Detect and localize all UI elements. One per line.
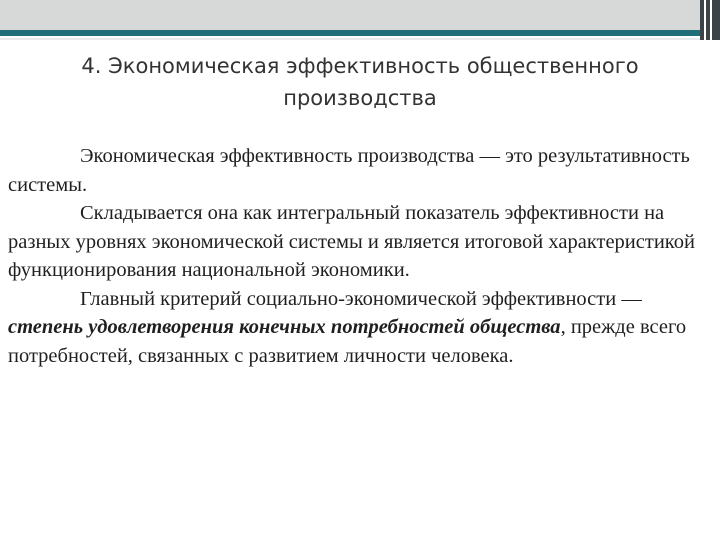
slide-title <box>0 50 720 114</box>
header-gray-band <box>0 0 720 30</box>
body-paragraph-criterion <box>8 285 714 371</box>
body-paragraph: Складывается она как интегральный показатель эффективности на разных уровнях экономической системы и является итоговой характеристикой функционирования национальной экономики. <box>8 202 695 281</box>
slide-body <box>8 142 714 370</box>
header-decoration <box>0 0 720 40</box>
header-light-line <box>0 38 700 40</box>
body-paragraph: Экономическая эффективность производства — это результативность системы. <box>8 145 690 196</box>
header-teal-band <box>0 30 720 36</box>
slide-title-line-2: производства <box>283 86 437 110</box>
corner-stripe <box>710 0 712 40</box>
criterion-lead-text: Главный критерий социально-экономической эффективности — <box>80 287 642 310</box>
slide-title-line-1: 4. Экономическая эффективность общественного <box>81 54 639 78</box>
corner-stripe <box>704 0 706 40</box>
header-corner-block <box>700 0 720 40</box>
criterion-tail-text: , прежде всего потребностей, связанных с развитием личности человека. <box>8 316 687 367</box>
criterion-emphasis-text: степень удовлетворения конечных потребностей общества <box>8 316 561 338</box>
